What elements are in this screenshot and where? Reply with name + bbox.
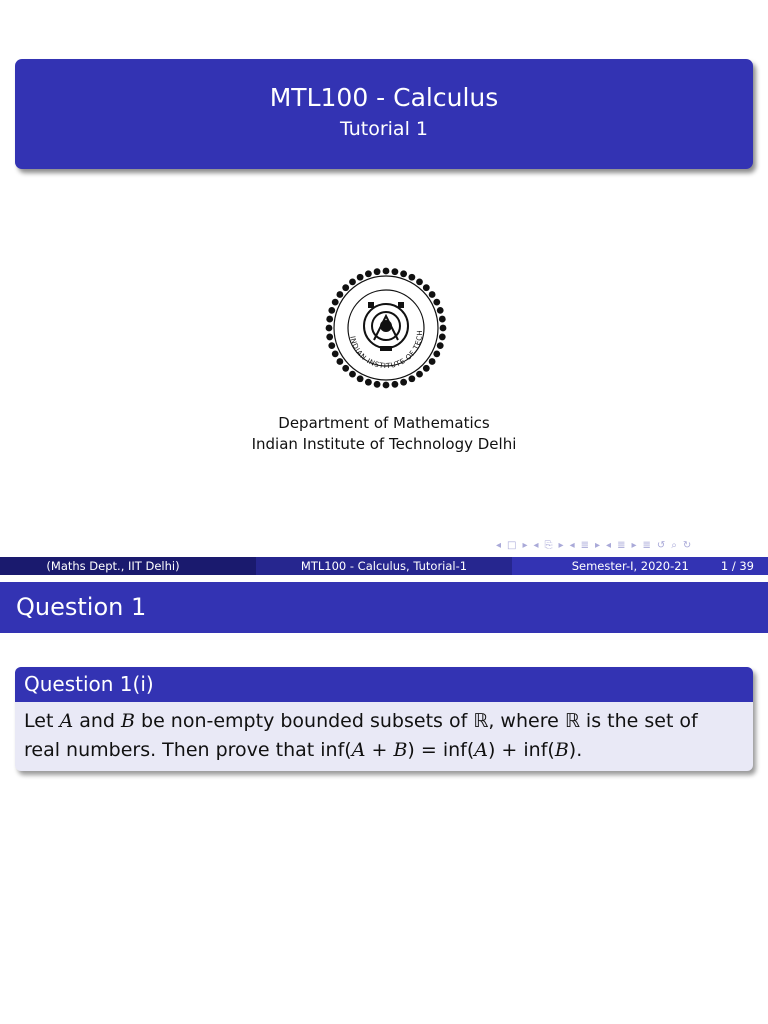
nav-frame-icon[interactable]: □ — [507, 539, 517, 551]
nav-next-frame-icon[interactable]: ▸ — [522, 539, 528, 551]
presentation-subtitle: Tutorial 1 — [340, 118, 428, 140]
nav-next-section-icon[interactable]: ▸ — [595, 539, 601, 551]
svg-text:INDIAN INSTITUTE OF TECHNOLOGY: INDIAN INSTITUTE OF TECH — [348, 329, 425, 371]
question-line-1: Let A and B be non-empty bounded subsets of ℝ, where ℝ is the set of — [24, 710, 698, 732]
department-name: Department of Mathematics — [278, 414, 490, 432]
footer-short-title: MTL100 - Calculus, Tutorial-1 — [256, 557, 512, 575]
presentation-title: MTL100 - Calculus — [269, 83, 499, 112]
nav-subsection-icon[interactable]: ⎘ — [544, 539, 553, 551]
footer-author: (Maths Dept., IIT Delhi) — [0, 557, 256, 575]
footer-right — [512, 557, 768, 575]
nav-section-icon[interactable]: ≣ — [580, 539, 589, 551]
nav-prev-section-icon[interactable]: ◂ — [569, 539, 575, 551]
question-line-2: real numbers. Then prove that inf(A + B) = inf(A) + inf(B). — [24, 739, 583, 761]
nav-search-icon[interactable]: ⌕ — [671, 539, 677, 551]
navigation-symbols[interactable] — [496, 537, 766, 553]
footer-page-number: 1 / 39 — [720, 559, 754, 573]
nav-prev-subsection-icon[interactable]: ◂ — [533, 539, 539, 551]
block-title: Question 1(i) — [15, 667, 753, 702]
institute-block — [0, 413, 768, 455]
nav-toc-icon[interactable]: ≣ — [642, 539, 651, 551]
nav-prev-frame-icon[interactable]: ◂ — [496, 539, 502, 551]
nav-prev-doc-icon[interactable]: ◂ — [606, 539, 612, 551]
nav-next-doc-icon[interactable]: ▸ — [631, 539, 637, 551]
institute-name: Indian Institute of Technology Delhi — [251, 435, 517, 453]
nav-forward-icon[interactable]: ↻ — [682, 539, 692, 551]
footer-bar — [0, 557, 768, 575]
iit-delhi-emblem-icon — [324, 266, 448, 390]
nav-back-icon[interactable]: ↺ — [656, 539, 666, 551]
question-block — [15, 667, 753, 771]
nav-next-subsection-icon[interactable]: ▸ — [558, 539, 564, 551]
block-body — [15, 702, 753, 765]
nav-doc-icon[interactable]: ≣ — [617, 539, 626, 551]
frame-title: Question 1 — [0, 582, 768, 633]
footer-date: Semester-I, 2020-21 — [571, 559, 689, 573]
title-block — [15, 59, 753, 169]
